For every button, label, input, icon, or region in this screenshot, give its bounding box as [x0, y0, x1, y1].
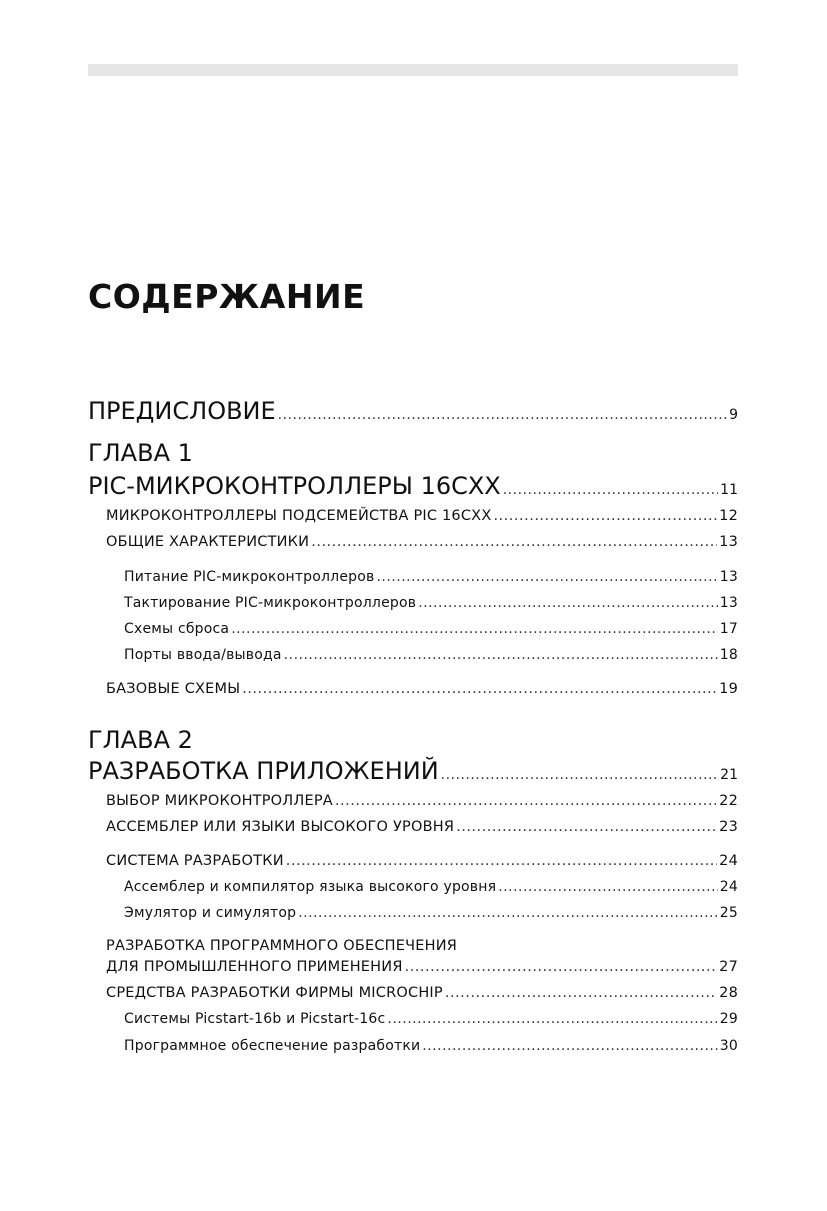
toc-entry-label: Питание PIC-микроконтроллеров — [124, 569, 375, 585]
toc-entry[interactable] — [106, 817, 738, 837]
toc-page-number: 25 — [719, 905, 738, 921]
toc-page-number: 13 — [719, 595, 738, 611]
toc-page-number: 17 — [719, 621, 738, 637]
toc-entry-label: СРЕДСТВА РАЗРАБОТКИ ФИРМЫ MICROCHIP — [106, 985, 443, 1001]
dot-leader — [405, 957, 718, 977]
dot-leader — [298, 903, 718, 923]
toc-entry-label: Тактирование PIC-микроконтроллеров — [124, 595, 417, 611]
toc-entry-label: Программное обеспечение разработки — [124, 1038, 421, 1054]
toc-entry-label: МИКРОКОНТРОЛЛЕРЫ ПОДСЕМЕЙСТВА PIC 16CXX — [106, 508, 492, 524]
toc-page-number: 22 — [719, 793, 738, 809]
dot-leader — [456, 817, 717, 837]
chapter-label: ГЛАВА 2 — [88, 726, 193, 754]
toc-entry[interactable] — [106, 532, 738, 552]
toc-entry[interactable] — [106, 851, 738, 871]
toc-entry[interactable] — [106, 679, 738, 699]
dot-leader — [284, 645, 718, 665]
toc-page-number: 24 — [719, 853, 738, 869]
toc-subentry[interactable] — [124, 619, 738, 639]
page-title: СОДЕРЖАНИЕ — [88, 277, 366, 316]
toc-entry-preface[interactable] — [88, 396, 738, 430]
toc-subentry[interactable] — [124, 593, 738, 613]
header-bar — [88, 64, 738, 76]
toc-entry[interactable] — [106, 983, 738, 1003]
toc-entry-label: СИСТЕМА РАЗРАБОТКИ — [106, 853, 284, 869]
toc-page-number: 12 — [719, 508, 738, 524]
toc-page-number: 27 — [719, 959, 738, 975]
toc-entry-label: Ассемблер и компилятор языка высокого уровня — [124, 879, 497, 895]
dot-leader — [445, 983, 717, 1003]
dot-leader — [422, 1036, 718, 1056]
toc-chapter-title[interactable] — [88, 756, 738, 790]
toc-entry-label: ПРЕДИСЛОВИЕ — [88, 397, 276, 425]
toc-page-number: 23 — [719, 819, 738, 835]
toc-page-number: 28 — [719, 985, 738, 1001]
toc-entry-label: Порты ввода/вывода — [124, 647, 282, 663]
toc-entry[interactable] — [106, 506, 738, 526]
chapter-label: ГЛАВА 1 — [88, 439, 193, 467]
toc-entry-label-line1: РАЗРАБОТКА ПРОГРАММНОГО ОБЕСПЕЧЕНИЯ — [106, 938, 458, 954]
dot-leader — [376, 567, 717, 587]
dot-leader — [242, 679, 717, 699]
toc-entry-label: PIC-МИКРОКОНТРОЛЛЕРЫ 16CXX — [88, 472, 501, 500]
toc-page-number: 11 — [720, 482, 738, 498]
dot-leader — [387, 1009, 717, 1029]
toc-entry[interactable] — [106, 957, 738, 977]
dot-leader — [503, 475, 718, 505]
toc-subentry[interactable] — [124, 1009, 738, 1029]
toc-page-number: 24 — [719, 879, 738, 895]
toc-subentry[interactable] — [124, 645, 738, 665]
dot-leader — [286, 851, 717, 871]
toc-page-number: 9 — [729, 407, 738, 423]
dot-leader — [498, 877, 718, 897]
toc-page-number: 13 — [719, 534, 738, 550]
dot-leader — [278, 400, 727, 430]
toc-entry-label: АССЕМБЛЕР ИЛИ ЯЗЫКИ ВЫСОКОГО УРОВНЯ — [106, 819, 455, 835]
toc-entry-label: ОБЩИЕ ХАРАКТЕРИСТИКИ — [106, 534, 310, 550]
toc-entry-label: БАЗОВЫЕ СХЕМЫ — [106, 681, 241, 697]
toc-page-number: 21 — [720, 767, 738, 783]
dot-leader — [493, 506, 717, 526]
toc-entry[interactable] — [106, 791, 738, 811]
toc-page-number: 30 — [719, 1038, 738, 1054]
dot-leader — [335, 791, 717, 811]
toc-subentry[interactable] — [124, 877, 738, 897]
toc-subentry[interactable] — [124, 567, 738, 587]
toc-entry-label: Схемы сброса — [124, 621, 230, 637]
dot-leader — [311, 532, 717, 552]
dot-leader — [441, 760, 719, 790]
toc-subentry[interactable] — [124, 903, 738, 923]
toc-entry-label: ДЛЯ ПРОМЫШЛЕННОГО ПРИМЕНЕНИЯ — [106, 959, 403, 975]
toc-subentry[interactable] — [124, 1036, 738, 1056]
toc-page-number: 13 — [719, 569, 738, 585]
toc-chapter-title[interactable] — [88, 471, 738, 505]
toc-page-number: 29 — [719, 1011, 738, 1027]
toc-page-number: 18 — [719, 647, 738, 663]
toc-entry-label: РАЗРАБОТКА ПРИЛОЖЕНИЙ — [88, 757, 439, 785]
toc-page-number: 19 — [719, 681, 738, 697]
toc-entry-label: Эмулятор и симулятор — [124, 905, 297, 921]
dot-leader — [418, 593, 718, 613]
dot-leader — [231, 619, 718, 639]
toc-entry-label: Системы Picstart-16b и Picstart-16c — [124, 1011, 386, 1027]
toc-entry-label: ВЫБОР МИКРОКОНТРОЛЛЕРА — [106, 793, 333, 809]
